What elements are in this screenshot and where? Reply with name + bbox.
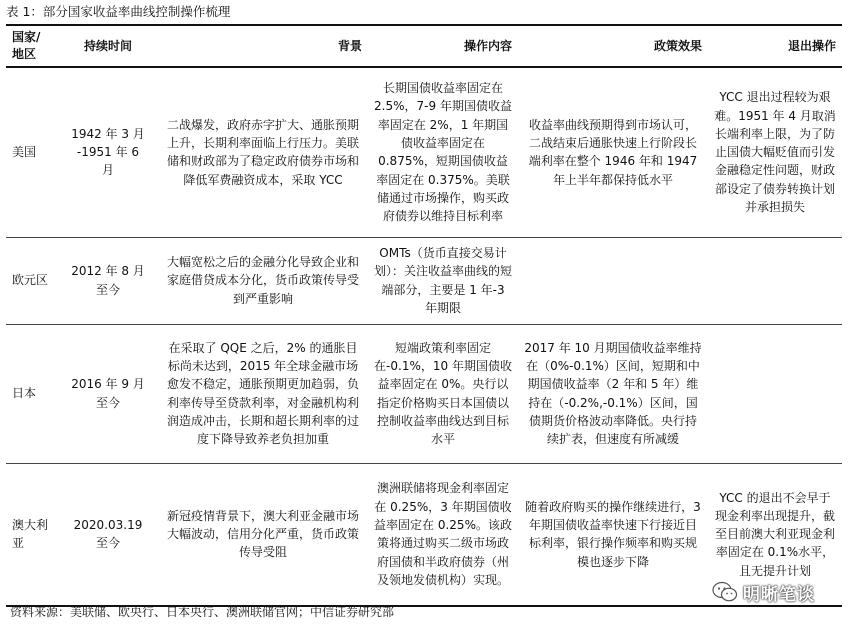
header-operation: 操作内容 [368, 25, 518, 67]
cell-operation: 长期国债收益率固定在 2.5%，7-9 年期国债收益率固定在 2%，1 年期国债收益率固定在 0.875%，短期国债收益率固定在 0.375%。美联储通过市场操作，购买政府债券以维持目标利率 [368, 67, 518, 237]
cell-country: 欧元区 [6, 237, 58, 324]
header-effect: 政策效果 [518, 25, 708, 67]
header-period: 持续时间 [58, 25, 158, 67]
cell-background: 大幅宽松之后的金融分化导致企业和家庭借贷成本分化，货币政策传导受到严重影响 [158, 237, 368, 324]
cell-exit [708, 324, 842, 463]
cell-period: 1942 年 3 月 -1951 年 6 月 [58, 67, 158, 237]
cell-country: 澳大利 亚 [6, 463, 58, 606]
cell-effect: 随着政府购买的操作继续进行，3 年期国债收益率快速下行接近目标利率，银行操作频率和购买规模也逐步下降 [518, 463, 708, 606]
cell-effect [518, 237, 708, 324]
table-row [6, 237, 842, 324]
cell-background: 新冠疫情背景下，澳大利亚金融市场大幅波动，信用分化严重，货币政策传导受阻 [158, 463, 368, 606]
source-note: 资料来源：美联储、欧央行、日本央行、澳洲联储官网；中信证券研究部 [10, 605, 395, 619]
cell-background: 在采取了 QQE 之后，2% 的通胀目标尚未达到，2015 年全球金融市场愈发不稳定，通胀预期更加趋弱，负利率传导至贷款利率，对金融机构利润造成冲击，长期和超长期利率的过度下降导致养老负担加重 [158, 324, 368, 463]
cell-operation: OMTs（货币直接交易计划）：关注收益率曲线的短端部分，主要是 1 年-3 年期限 [368, 237, 518, 324]
table-caption: 表 1：部分国家收益率曲线控制操作梳理 [6, 4, 231, 19]
cell-background: 二战爆发，政府赤字扩大、通胀预期上升，长期利率面临上行压力。美联储和财政部为了稳定政府债券市场和降低军费融资成本，采取 YCC [158, 67, 368, 237]
cell-country: 日本 [6, 324, 58, 463]
cell-exit: YCC 退出过程较为艰难。1951 年 4 月取消长端利率上限，为了防止国债大幅贬值而引发金融稳定性问题，财政部设定了债券转换计划并承担损失 [708, 67, 842, 237]
cell-exit [708, 237, 842, 324]
wechat-icon [712, 581, 738, 603]
table-row [6, 324, 842, 463]
cell-period: 2012 年 8 月 至今 [58, 237, 158, 324]
watermark [712, 577, 815, 607]
cell-operation: 澳洲联储将现金利率固定在 0.25%，3 年期国债收益率固定在 0.25%。该政策将通过购买二级市场政府国债和半政府债券（州及领地发债机构）实现。 [368, 463, 518, 606]
cell-effect: 2017 年 10 月期国债收益率维持在（0%-0.1%）区间，短期和中期国债收益率（2 年和 5 年）维持在（-0.2%,-0.1%）区间，国债期货价格波动率降低。央行持续扩表，但速度有所减缓 [518, 324, 708, 463]
table-row [6, 67, 842, 237]
cell-period: 2020.03.19 至今 [58, 463, 158, 606]
cell-country: 美国 [6, 67, 58, 237]
header-background: 背景 [158, 25, 368, 67]
cell-exit: YCC 的退出不会早于现金利率出现提升，截至目前澳大利亚现金利率固定在 0.1%水平，且无提升计划 [708, 463, 842, 606]
cell-operation: 短端政策利率固定在-0.1%，10 年期国债收益率固定在 0%。央行以指定价格购买日本国债以控制收益率曲线达到目标水平 [368, 324, 518, 463]
ycc-table [6, 24, 842, 607]
header-exit: 退出操作 [708, 25, 842, 67]
header-country: 国家/ 地区 [6, 25, 58, 67]
cell-period: 2016 年 9 月 至今 [58, 324, 158, 463]
watermark-text: 明晰笔谈 [743, 584, 815, 605]
header-row [6, 25, 842, 67]
cell-effect: 收益率曲线预期得到市场认可，二战结束后通胀快速上行阶段长端利率在整个 1946 年和 1947 年上半年都保持低水平 [518, 67, 708, 237]
